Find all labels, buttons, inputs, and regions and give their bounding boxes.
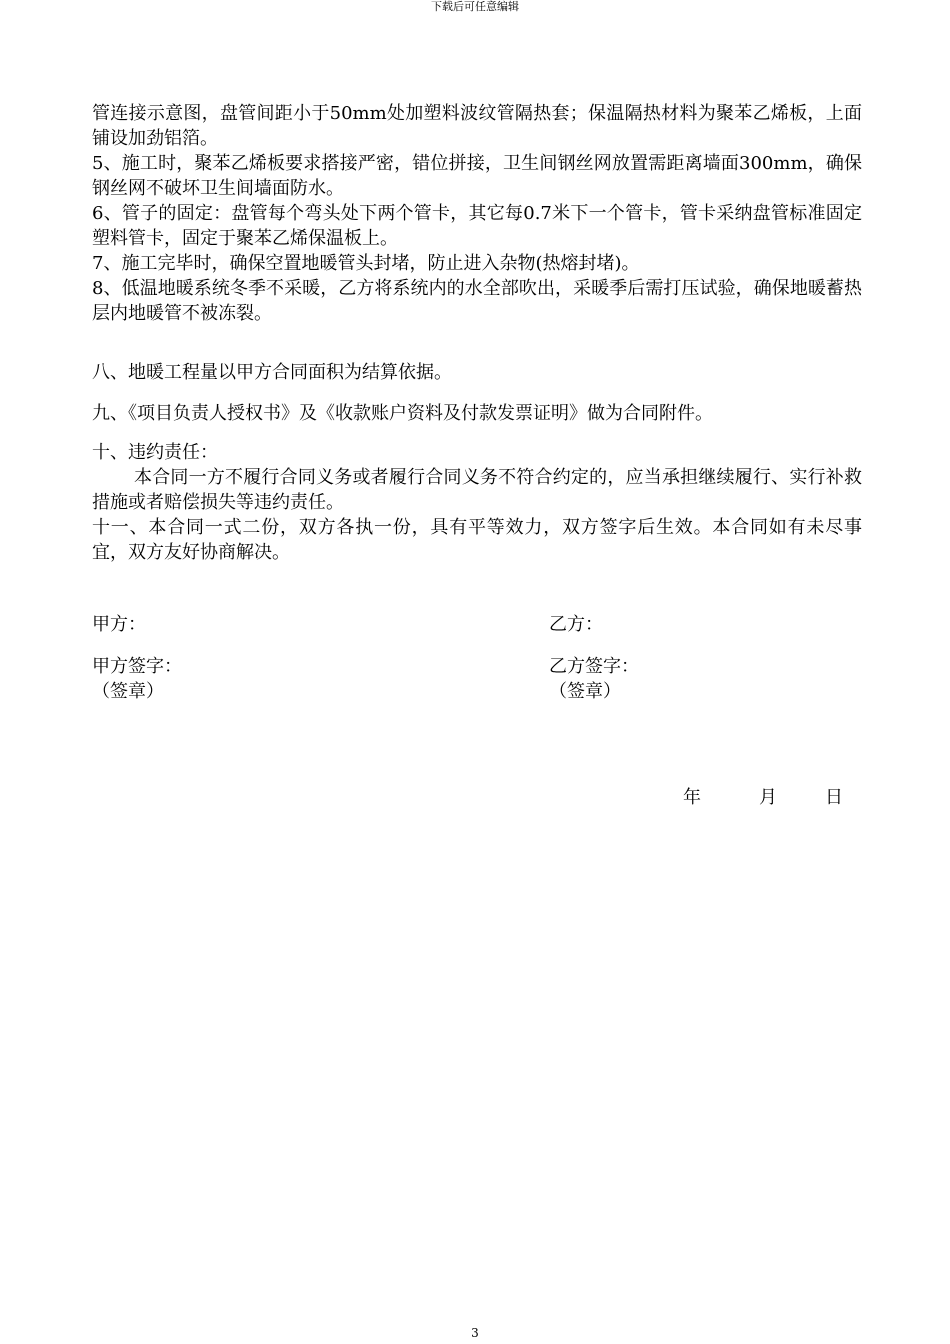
date-year: 年 (683, 787, 701, 808)
party-b-signature-label: 乙方签字： (549, 656, 639, 677)
spacer (92, 326, 862, 342)
paragraph-item: 6、管子的固定：盘管每个弯头处下两个管卡，其它每0.7米下一个管卡，管卡采纳盘管标准固定塑料管卡，固定于聚苯乙烯保温板上。 (92, 203, 862, 249)
clause-11: 十一、本合同一式二份，双方各执一份，具有平等效力，双方签字后生效。本合同如有未尽事宜，双方友好协商解决。 (92, 517, 862, 563)
party-a-signature-label: 甲方签字： (92, 656, 182, 677)
party-a-label: 甲方： (92, 614, 146, 635)
document-body (92, 101, 862, 704)
clause-8: 八、地暖工程量以甲方合同面积为结算依据。 (92, 362, 452, 383)
party-b-seal: （签章） (549, 681, 621, 702)
spacer (92, 637, 862, 654)
date-line (683, 783, 843, 809)
spacer (92, 565, 862, 612)
clause-10-body: 本合同一方不履行合同义务或者履行合同义务不符合约定的，应当承担继续履行、实行补救措施或者赔偿损失等违约责任。 (92, 467, 862, 513)
date-month: 月 (759, 787, 777, 808)
signature-row (92, 654, 862, 679)
party-b-label: 乙方： (549, 614, 603, 635)
seal-row (92, 679, 862, 704)
page-number: 3 (471, 1326, 479, 1340)
clause-9: 九、《项目负责人授权书》及《收款账户资料及付款发票证明》做为合同附件。 (92, 403, 713, 424)
party-row (92, 612, 862, 637)
party-a-seal: （签章） (92, 681, 164, 702)
page-header: 下载后可任意编辑 (431, 0, 519, 13)
date-day: 日 (825, 787, 843, 808)
paragraph-item: 5、施工时，聚苯乙烯板要求搭接严密，错位拼接，卫生间钢丝网放置需距离墙面300mm，确保钢丝网不破坏卫生间墙面防水。 (92, 153, 862, 199)
paragraph-item: 7、施工完毕时，确保空置地暖管头封堵，防止进入杂物(热熔封堵)。 (92, 253, 640, 274)
paragraph-item: 8、低温地暖系统冬季不采暖，乙方将系统内的水全部吹出，采暖季后需打压试验，确保地暖蓄热层内地暖管不被冻裂。 (92, 278, 862, 324)
clause-10-title: 十、违约责任： (92, 442, 218, 463)
paragraph-item: 管连接示意图，盘管间距小于50mm处加塑料波纹管隔热套；保温隔热材料为聚苯乙烯板，上面铺设加劲铝箔。 (92, 103, 862, 149)
